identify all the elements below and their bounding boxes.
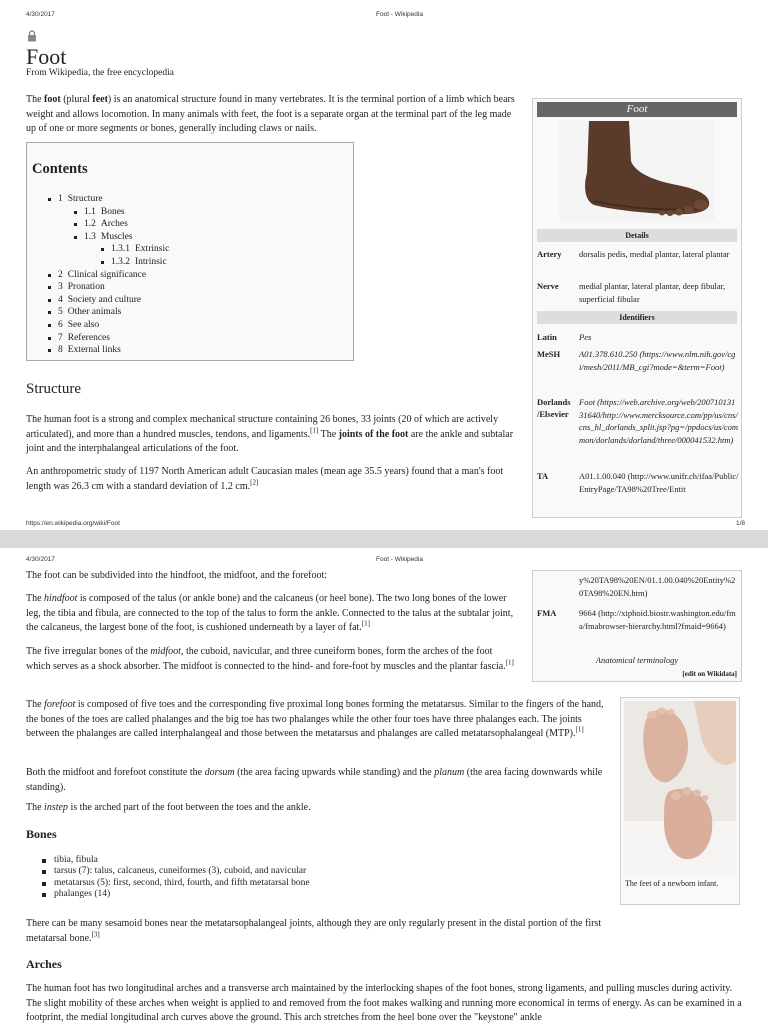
heading-arches: Arches [26, 957, 62, 971]
structure-paragraph-3: The foot can be subdivided into the hindfoot, the midfoot, and the forefoot: [26, 570, 328, 581]
reference-link[interactable]: [1] [575, 725, 584, 734]
forefoot-paragraph: The forefoot is composed of five toes and the corresponding five proximal long bones forming the metatarsus. Similar to the fingers of the hand, the bones of the toes are called phalanges and the big toe has two phalanges while the other four toes have three phalanges each. The joints between the phalanges are called interphalangeal and those between the metatarsus and phalanges are called metatarsophalangeal (MTP).[1] [26, 699, 604, 739]
toc-item[interactable]: 1.1 Bones [27, 206, 169, 219]
dorsum-paragraph: Both the midfoot and forefoot constitute the dorsum (the area facing upwards while standing) and the planum (the area facing downwards while standing). [26, 767, 603, 793]
reference-link[interactable]: [1] [505, 658, 514, 667]
toc-list [27, 193, 169, 357]
identifiers-heading: Identifiers [537, 311, 737, 324]
artery-value[interactable]: dorsalis pedis, medial plantar, lateral plantar [579, 249, 730, 259]
infobox-continued [532, 570, 742, 682]
print-date: 4/30/2017 [26, 11, 55, 18]
heading-bones: Bones [26, 827, 57, 841]
list-item: tarsus (7): talus, calcaneus, cuneiformes (3), cuboid, and navicular [42, 866, 310, 877]
dorlands-label: Dorlands /Elsevier [537, 397, 571, 419]
print-header-title: Foot - Wikipedia [376, 11, 423, 18]
fma-value[interactable]: 9664 (http://xiphoid.biostr.washington.edu/fma/fmabrowser-hierarchy.html?fmaid=9664) [579, 608, 736, 631]
foot-illustration [559, 121, 715, 221]
reference-link[interactable]: [3] [91, 930, 100, 939]
midfoot-paragraph: The five irregular bones of the midfoot, the cuboid, navicular, and three cuneiform bones, form the arches of the foot which serves as a shock absorber. The midfoot is connected to the hind- and fore-foot by muscles and the plantar fascia.[1] [26, 646, 514, 672]
dorlands-value[interactable]: Foot (https://web.archive.org/web/20071013131640/http://www.mercksource.com/pp/us/cns/cns_hl_dorlands_split.jsp?pg=/ppdocs/us/common/dorlands/dorland/three/000041532.htm) [579, 397, 738, 445]
structure-paragraph-1: The human foot is a strong and complex mechanical structure containing 26 bones, 33 joints (20 of which are actively articulated), and more than a hundred muscles, tendons, and ligaments.[1] The joints of the foot are the ankle and subtalar joint and the interphalangeal articulations of the foot. [26, 414, 514, 454]
hindfoot-paragraph: The hindfoot is composed of the talus (or ankle bone) and the calcaneus (or heel bone). The two long bones of the lower leg, the tibia and fibula, are connected to the top of the talus to form the ankle. Connected to the talus at the subtalar joint, the calcaneus, the largest bone of the foot, is cushioned underneath by a layer of fat.[1] [26, 593, 514, 633]
details-heading: Details [537, 229, 737, 242]
toc-item[interactable]: 7 References [27, 332, 169, 345]
list-item: metatarsus (5): first, second, third, fourth, and fifth metatarsal bone [42, 878, 310, 889]
newborn-feet-image [624, 701, 736, 875]
toc-item[interactable]: 4 Society and culture [27, 294, 169, 307]
instep-paragraph: The instep is the arched part of the foot between the toes and the ankle. [26, 802, 311, 813]
toc-item[interactable]: 1 Structure [27, 193, 169, 206]
sesamoid-paragraph: There can be many sesamoid bones near the metatarsophalangeal joints, although they are only regularly present in the distal portion of the first metatarsal bone.[3] [26, 918, 602, 944]
list-item: tibia, fibula [42, 855, 310, 866]
ta-value-continued[interactable]: y%20TA98%20EN/01.1.00.040%20Entity%20TA98%20EN.htm) [579, 575, 736, 598]
latin-value: Pes [579, 332, 592, 342]
mesh-label: MeSH [537, 349, 561, 359]
latin-label: Latin [537, 332, 557, 342]
structure-paragraph-2: An anthropometric study of 1197 North American adult Caucasian males (mean age 35.5 years) found that a man's foot length was 26.3 cm with a standard deviation of 1.2 cm.[2] [26, 466, 504, 492]
infobox [532, 98, 742, 518]
toc-item[interactable]: 1.3 Muscles [27, 231, 169, 244]
print-page-number: 1/8 [736, 520, 746, 527]
toc-item[interactable]: 2 Clinical significance [27, 269, 169, 282]
foot-image [559, 121, 715, 221]
toc-item[interactable]: 6 See also [27, 319, 169, 332]
ta-value[interactable]: A01.1.00.040 (http://www.unifr.ch/ifaa/Public/EntryPage/TA98%20Tree/Entit [579, 471, 739, 494]
toc-item[interactable]: 8 External links [27, 344, 169, 357]
reference-link[interactable]: [1] [361, 619, 370, 628]
nerve-value[interactable]: medial plantar, lateral plantar, deep fibular, superficial fibular [579, 281, 726, 304]
toc-item[interactable]: 1.3.1 Extrinsic [27, 243, 169, 256]
fma-label: FMA [537, 608, 557, 618]
toc-item[interactable]: 1.2 Arches [27, 218, 169, 231]
anatomical-terminology-link[interactable]: Anatomical terminology [595, 655, 679, 665]
reference-link[interactable]: [2] [250, 478, 259, 487]
bones-list [42, 855, 310, 901]
mesh-value[interactable]: A01.378.610.250 (https://www.nlm.nih.gov/cgi/mesh/2011/MB_cgi?mode=&term=Foot) [579, 349, 736, 372]
table-of-contents [26, 142, 354, 361]
lock-icon [27, 30, 37, 42]
page-subtitle: From Wikipedia, the free encyclopedia [26, 68, 174, 78]
page-separator [0, 530, 768, 548]
ta-label: TA [537, 471, 549, 481]
artery-label: Artery [537, 249, 562, 259]
toc-item[interactable]: 5 Other animals [27, 306, 169, 319]
edit-on-wikidata-link[interactable]: [edit on Wikidata] [682, 670, 737, 678]
figure-caption: The feet of a newborn infant. [625, 879, 719, 888]
page-title: Foot [26, 44, 67, 69]
toc-title: Contents [32, 161, 88, 177]
newborn-feet-illustration [624, 701, 736, 875]
nerve-label: Nerve [537, 281, 559, 291]
toc-item[interactable]: 3 Pronation [27, 281, 169, 294]
print-date: 4/30/2017 [26, 556, 55, 563]
intro-paragraph: The foot (plural feet) is an anatomical structure found in many vertebrates. It is the terminal portion of a limb which bears weight and allows locomotion. In many animals with feet, the foot is a separate organ at the terminal part of the leg made up of one or more segments or bones, generally including claws or nails. [26, 94, 515, 134]
arches-paragraph: The human foot has two longitudinal arches and a transverse arch maintained by the interlocking shapes of the foot bones, strong ligaments, and pulling muscles during activity. The slight mobility of these arches when weight is applied to and removed from the foot makes walking and running more economical in terms of energy. As can be examined in a footprint, the medial longitudinal arch curves above the ground. This arch stretches from the heel bone over the "keystone" ankle [26, 983, 742, 1023]
print-header-title: Foot - Wikipedia [376, 556, 423, 563]
reference-link[interactable]: [1] [310, 426, 319, 435]
list-item: phalanges (14) [42, 889, 310, 900]
newborn-feet-figure [620, 697, 740, 905]
toc-item[interactable]: 1.3.2 Intrinsic [27, 256, 169, 269]
print-footer-url: https://en.wikipedia.org/wiki/Foot [26, 520, 120, 527]
heading-structure: Structure [26, 381, 81, 397]
infobox-title: Foot [537, 102, 737, 117]
